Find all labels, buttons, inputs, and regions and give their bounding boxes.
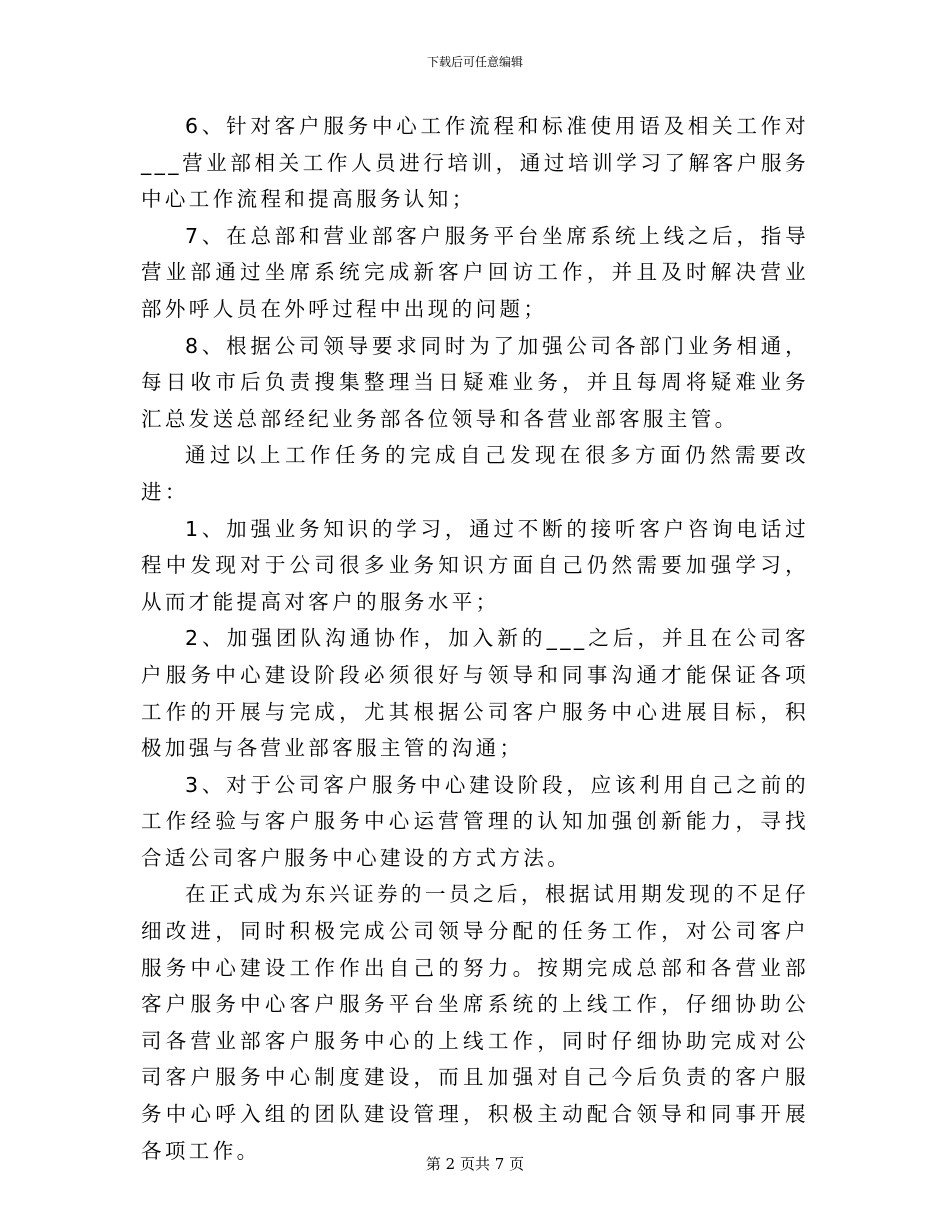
paragraph-improvement-3: 3、对于公司客户服务中心建设阶段，应该利用自己之前的工作经验与客户服务中心运营管理的认知加强创新能力，寻找合适公司客户服务中心建设的方式方法。 xyxy=(141,772,809,870)
paragraph-item-7: 7、在总部和营业部客户服务平台坐席系统上线之后，指导营业部通过坐席系统完成新客户回访工作，并且及时解决营业部外呼人员在外呼过程中出现的问题； xyxy=(141,223,809,321)
paragraph-improvement-1: 1、加强业务知识的学习，通过不断的接听客户咨询电话过程中发现对于公司很多业务知识方面自己仍然需要加强学习，从而才能提高对客户的服务水平； xyxy=(141,516,809,614)
page-header: 下载后可任意编辑 xyxy=(426,55,523,69)
document-body xyxy=(141,108,809,1169)
paragraph-improvement-intro: 通过以上工作任务的完成自己发现在很多方面仍然需要改进： xyxy=(141,443,809,504)
paragraph-improvement-2: 2、加强团队沟通协作，加入新的___之后，并且在公司客户服务中心建设阶段必须很好与领导和同事沟通才能保证各项工作的开展与完成，尤其根据公司客户服务中心进展目标，积极加强与各营业部客服主管的沟通； xyxy=(141,626,809,761)
page-footer: 第 2 页共 7 页 xyxy=(425,1155,525,1173)
paragraph-item-6: 6、针对客户服务中心工作流程和标准使用语及相关工作对___营业部相关工作人员进行培训，通过培训学习了解客户服务中心工作流程和提高服务认知； xyxy=(141,114,809,212)
paragraph-closing: 在正式成为东兴证券的一员之后，根据试用期发现的不足仔细改进，同时积极完成公司领导分配的任务工作，对公司客户服务中心建设工作作出自己的努力。按期完成总部和各营业部客户服务中心客户服务平台坐席系统的上线工作，仔细协助公司各营业部客户服务中心的上线工作，同时仔细协助完成对公司客户服务中心制度建设，而且加强对自己今后负责的客户服务中心呼入组的团队建设管理，积极主动配合领导和同事开展各项工作。 xyxy=(141,882,809,1163)
paragraph-item-8: 8、根据公司领导要求同时为了加强公司各部门业务相通，每日收市后负责搜集整理当日疑难业务，并且每周将疑难业务汇总发送总部经纪业务部各位领导和各营业部客服主管。 xyxy=(141,333,809,431)
